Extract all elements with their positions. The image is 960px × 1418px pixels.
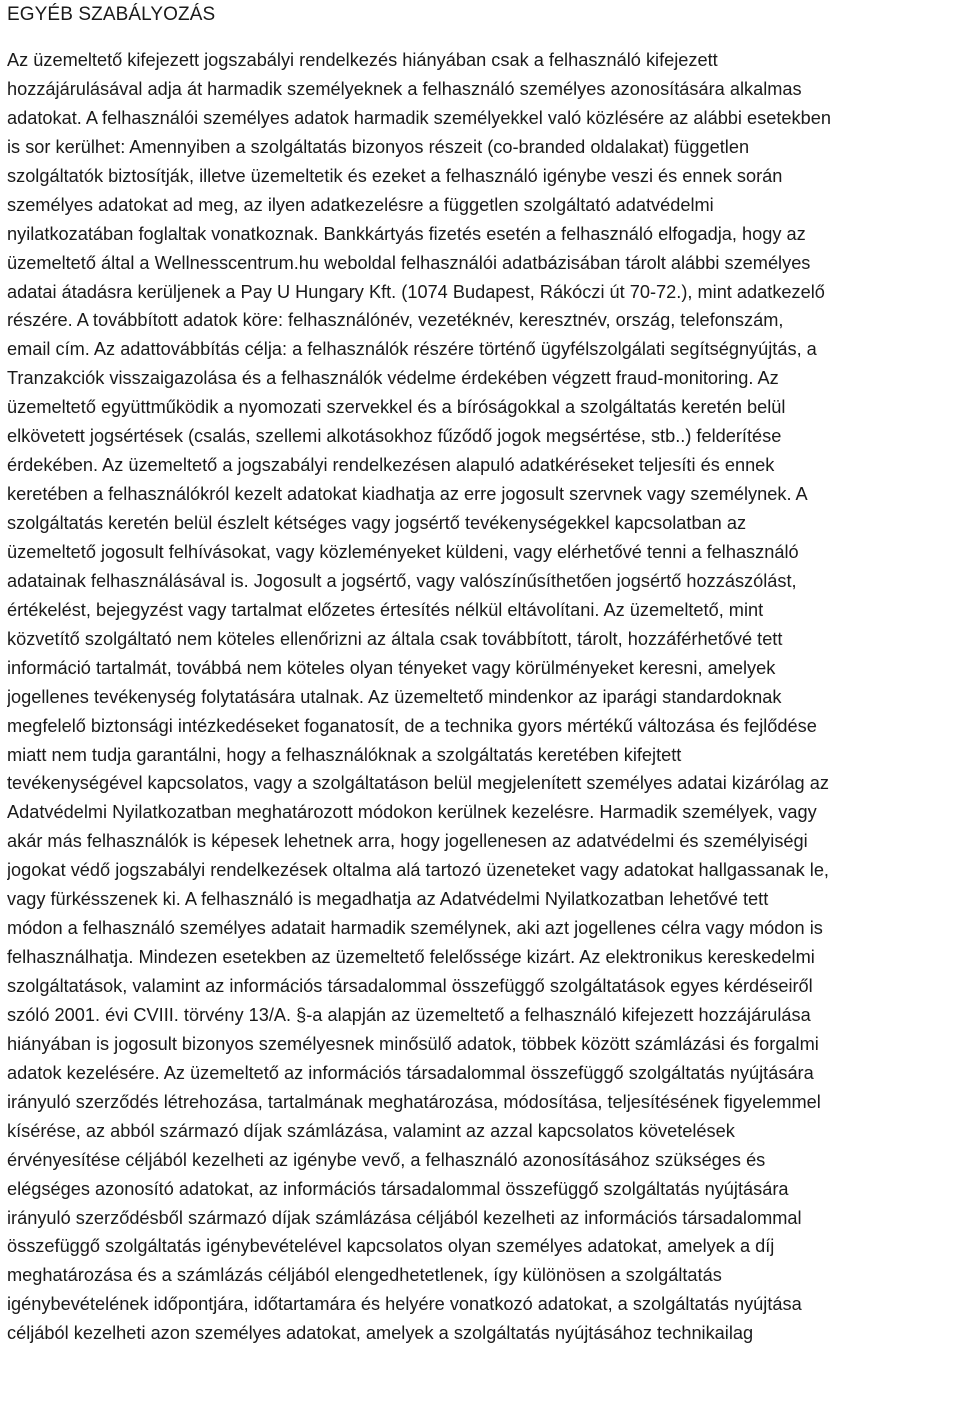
text-line: felhasználhatja. Mindezen esetekben az üzemeltető felelőssége kizárt. Az elektronikus kereskedelmi [7,947,815,968]
text-line: tevékenységével kapcsolatos, vagy a szolgáltatáson belül megjelenített személyes adatai kizárólag az [7,773,829,794]
text-line: elégséges azonosító adatokat, az információs társadalommal összefüggő szolgáltatás nyújtására [7,1178,789,1199]
body-paragraph [7,46,946,1348]
text-line: szóló 2001. évi CVIII. törvény 13/A. §-a alapján az üzemeltető a felhasználó kifejezett hozzájárulása [7,1004,811,1025]
text-line: érvényesítése céljából kezelheti az igénybe vevő, a felhasználó azonosításához szükséges és [7,1149,766,1170]
text-line: adatainak felhasználásával is. Jogosult a jogsértő, vagy valószínűsíthetően jogsértő hozzászólást, [7,570,797,591]
text-line: miatt nem tudja garantálni, hogy a felhasználóknak a szolgáltatás keretében kifejtett [7,744,682,765]
text-line: közvetítő szolgáltató nem köteles ellenőrizni az általa csak továbbított, tárolt, hozzáférhetővé tett [7,628,783,649]
text-line: irányuló szerződésből származó díjak számlázása céljából kezelheti az információs társadalommal [7,1207,802,1228]
text-line: információ tartalmát, továbbá nem köteles olyan tényeket vagy körülményeket keresni, amelyek [7,657,776,678]
text-line: üzemeltető együttműködik a nyomozati szervekkel és a bíróságokkal a szolgáltatás keretén belül [7,397,786,418]
text-line: meghatározása és a számlázás céljából elengedhetetlenek, így különösen a szolgáltatás [7,1265,722,1286]
text-line: igénybevételének időpontjára, időtartamára és helyére vonatkozó adatokat, a szolgáltatás nyújtása [7,1294,802,1315]
text-line: üzemeltető által a Wellnesscentrum.hu weboldal felhasználói adatbázisában tárolt alábbi személyes [7,252,811,273]
text-line: megfelelő biztonsági intézkedéseket foganatosít, de a technika gyors mértékű változása és fejlődése [7,715,817,736]
text-line: keretében a felhasználókról kezelt adatokat kiadhatja az erre jogosult szervnek vagy személynek. A [7,484,808,505]
text-line: részére. A továbbított adatok köre: felhasználónév, vezetéknév, keresztnév, ország, telefonszám, [7,310,784,331]
text-line: adatok kezelésére. Az üzemeltető az információs társadalommal összefüggő szolgáltatás nyújtására [7,1062,814,1083]
text-line: Az üzemeltető kifejezett jogszabályi rendelkezés hiányában csak a felhasználó kifejezett [7,50,718,70]
text-line: szolgáltatás keretén belül észlelt kétséges vagy jogsértő tevékenységekkel kapcsolatban az [7,513,747,533]
text-line: kísérése, az abból származó díjak számlázása, valamint az azzal kapcsolatos követelések [7,1120,735,1141]
text-line: hozzájárulásával adja át harmadik személyeknek a felhasználó személyes azonosítására alkalmas [7,78,802,99]
text-line: céljából kezelheti azon személyes adatokat, amelyek a szolgáltatás nyújtásához technikailag [7,1323,754,1344]
text-line: hiányában is jogosult bizonyos személyesnek minősülő adatok, többek között számlázási és forgalmi [7,1033,819,1054]
text-line: szolgáltatások, valamint az információs társadalommal összefüggő szolgáltatások egyes kérdéseiről [7,976,813,996]
text-line: nyilatkozatában foglaltak vonatkoznak. Bankkártyás fizetés esetén a felhasználó elfogadja, hogy az [7,223,806,244]
text-line: érdekében. Az üzemeltető a jogszabályi rendelkezésen alapuló adatkéréseket teljesíti és ennek [7,455,775,476]
text-line: vagy fürkésszenek ki. A felhasználó is megadhatja az Adatvédelmi Nyilatkozatban lehetővé tett [7,889,769,910]
text-line: jogellenes tevékenység folytatására utalnak. Az üzemeltető mindenkor az iparági standardoknak [7,686,782,707]
text-line: adatai átadásra kerüljenek a Pay U Hungary Kft. (1074 Budapest, Rákóczi út 70-72.), mint adatkezelő [7,281,825,302]
text-line: irányuló szerződés létrehozása, tartalmának meghatározása, módosítása, teljesítésének figyelemmel [7,1091,821,1112]
text-line: adatokat. A felhasználói személyes adatok harmadik személyekkel való közlésére az alábbi esetekben [7,107,831,128]
text-line: jogokat védő jogszabályi rendelkezések oltalma alá tartozó üzeneteket vagy adatokat hallgassanak le, [7,860,829,881]
text-line: módon a felhasználó személyes adatait harmadik személynek, aki azt jogellenes célra vagy módon is [7,918,823,939]
text-line: üzemeltető jogosult felhívásokat, vagy közleményeket küldeni, vagy elérhetővé tenni a felhasználó [7,541,799,562]
text-line: is sor kerülhet: Amennyiben a szolgáltatás bizonyos részeit (co-branded oldalakat) független [7,136,750,157]
text-line: elkövetett jogsértések (csalás, szellemi alkotásokhoz fűződő jogok megsértése, stb..) felderítése [7,426,782,447]
text-line: akár más felhasználók is képesek lehetnek arra, hogy jogellenesen az adatvédelmi és személyiségi [7,831,808,852]
text-line: személyes adatokat ad meg, az ilyen adatkezelésre a független szolgáltató adatvédelmi [7,194,714,215]
text-line: Tranzakciók visszaigazolása és a felhasználók védelme érdekében végzett fraud-monitoring. Az [7,368,779,389]
text-line: értékelést, bejegyzést vagy tartalmat előzetes értesítés nélkül eltávolítani. Az üzemeltető, mint [7,599,764,620]
text-line: Adatvédelmi Nyilatkozatban meghatározott módokon kerülnek kezelésre. Harmadik személyek, vagy [7,802,817,823]
text-line: szolgáltatók biztosítják, illetve üzemeltetik és ezeket a felhasználó igénybe veszi és ennek során [7,165,783,186]
section-heading: EGYÉB SZABÁLYOZÁS [7,4,216,25]
text-line: email cím. Az adattovábbítás célja: a felhasználók részére történő ügyfélszolgálati segítségnyújtás, a [7,339,817,360]
text-line: összefüggő szolgáltatás igénybevételével kapcsolatos olyan személyes adatokat, amelyek a díj [7,1236,775,1257]
